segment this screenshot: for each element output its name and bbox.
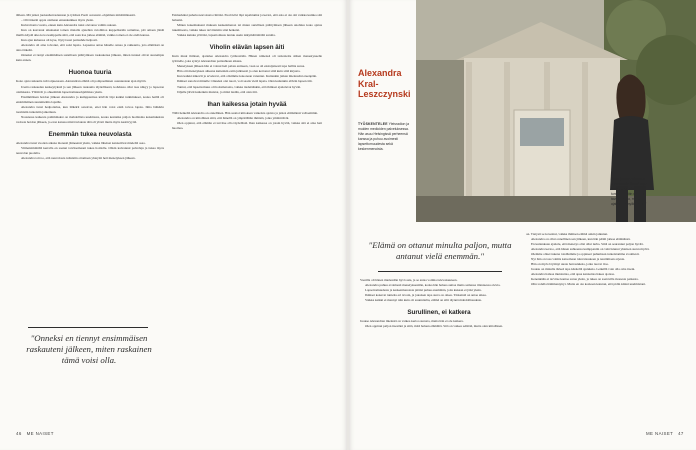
pull-quote-rule <box>28 327 148 328</box>
magazine-name: ME NAISET <box>646 431 674 436</box>
paragraph: Vaikka kuinka yrittäisi, lapsettomuus tuntuu usein näkymättömältä surulta. <box>177 33 276 38</box>
paragraph: Onneksi ei tienyt ensimmäisen suruiltaan päättymisen raskautensa jälkeen, miten tunteet olivat suurempia kuin ennen. <box>16 53 164 63</box>
pull-quote-rule <box>378 271 502 272</box>
paragraph: Useita raskauden keskeytyksiä ja sen jälkeen raskautta täydellisesti, kohdussa ollut taas näkyy jo lapseton olemisesta. Ylittävät jo ohuemmin lapsettomuusohjelmissa yksin. <box>16 84 164 94</box>
paragraph: Alexandra on ollut onnellinen sen jälkeen, kun hän päätti jatkaa elämäänsä. <box>531 237 631 242</box>
paragraph: Olin todella hämmentynyt. Mutta en ole koskaan katunut, että pidin kiinni unelmistani. <box>531 282 646 287</box>
section-heading: Enemmän tukea neuvolasta <box>48 130 132 138</box>
paragraph: Kun on kasvanut aikuiseksi toinen rinnalla ajatellen avioliittoa kuppelissään sattumaa, piti omaan jäädä muilla käydä aika kova kamppailu siitä, että saan itse jatkaa elämää, vaikka toinen ei ole enää kanssa. <box>16 28 164 38</box>
author-name: Alexandra Kral-Leszczynski <box>358 68 411 99</box>
paragraph: Vaikka kaikki ei mennyt niin kuin oli suunniteltu, elämä on silti täynnä mahdollisuuksia. <box>365 298 482 303</box>
paragraph: Nousiessa kaikesta pahimmaksi on mahdollista unelmasta, koska kesäaika paljon luomisina kokemuksista vedosta hoidon jälkeen, ja eron kanssa niistä tuloksia tätä oli ylösti mutta myös kestävyyttä. <box>16 114 164 124</box>
paragraph: Tällä hetkellä Alexandra on onnellinen. Hän saattoi kiitoksen vaikeista ajoista ja jatkoi elämäänsä vahvemmin. <box>172 110 319 115</box>
paragraph: Koko ajan raskautta tuli toipuessaan. Alexandran elämä oli pompaaminen osanuusiaan ajan myötä. <box>16 79 147 84</box>
paragraph: Alexandra tunsi vuoden aikana monesti jääneensä yksin, vaikka läheiset kannattivat mielellä osaa. <box>16 140 146 145</box>
paragraph: Olen oppinut, että elämän ei tarvitse olla täydellistä. Ihan kaikessa on jotain hyvää, vaikka sitä ei aina heti huomaa. <box>172 120 322 130</box>
photo-caption: Pitkät juoksulenkit ovat Alexandralle tärkeä tapa käsitellä ajatuksia ja tunteita. "Yritin minkäkin tavoin puhua, mutta ajattelin hymyillen aina." <box>611 177 647 206</box>
paragraph: Kului monta vuotta, ennen kuin Alexandra tunsi olevansa valmis uuteen. <box>21 23 117 28</box>
section-heading: Ihan kaikessa jotain hyvää <box>207 100 287 108</box>
author-bio <box>358 122 410 153</box>
paragraph: Kun kaikki näkevät ja arvelevat, että olisimme kokonaan vaiennut. Kuitenkin jatkan mielessäni eteenpäin. <box>177 74 317 79</box>
pull-quote: "Onneksi en tiennyt ensimmäisen raskauteni jälkeen, miten raskainen tämä voisi olla. <box>26 333 152 365</box>
paragraph: Juokse Alexandran mielestä on vaikea kertoa surusta, mutta hän ei ole katkera. <box>360 319 464 324</box>
paragraph: tälleen. Mä jatkoi juoksuharrastustaan ja tyttären Puoli ostosteni -ohjelman nimittämisestä. <box>16 13 136 17</box>
paragraph: Ihmiset kokevat tunteita eri tavoin, ja jokaisen tapa surra on oikea. Tärkeintä on antaa aikaa. <box>365 293 487 298</box>
page-number: 47 <box>678 431 684 436</box>
paragraph: Vaarilla oli hänen mielestään hyvä asia, ja se antaa voimia tulevaisuuteen. <box>360 278 458 282</box>
paragraph: – Oli tärkeää oppia olemaan ennenkaikkea myös yksin. <box>21 18 94 23</box>
paragraph: Kenenkään ei tarvitse kantaa surua yksin, ja tukea on saatavilla monesta paikasta. <box>531 277 639 282</box>
paragraph: Kuin muut ihmiset, ajattelee Alexandra tyttärestään. Hänen nimensä oli tarkoitettu siihen menestyneelle tyttärelle, joka syntyi Alexandran parisuhteen aikana. <box>172 54 322 64</box>
paragraph: Minun kokemukseni mukaan keskenmenon tai muun surullisen päättymisen jälkeen unohtuu koko ajatus tukemisesta, vaikka tukea tarvittaisiin sinä hetkenä. <box>172 23 322 33</box>
portrait-photo <box>416 0 696 222</box>
paragraph: Ensimmäisen hoidon jälkeen Alexandra ja kumppaninsa kävivät läpi kaikki tutkimukset, koska heillä oli ensimmäinen suunnitelma lapsille. <box>16 94 164 104</box>
folio-left <box>16 431 54 436</box>
author-bio-lead: TYÖSKENTELEE <box>358 122 388 126</box>
photo-illustration <box>416 0 696 222</box>
paragraph: Nyt hän on taas valmis katsomaan tulevaisuuteen ja nauttimaan arjesta. <box>531 257 625 262</box>
paragraph: Kun ajan kuluessa oli kyse, löytyi uusi parisuhde helposti. <box>21 38 98 43</box>
paragraph: En kuitenkaan ajattele, että menetys olisi ollut turha. Siitä on seurannut paljon hyvää. <box>531 242 644 247</box>
paragraph: Lapsettomuudesta ja keskenmenoista pitäisi puhua enemmän, jotta kukaan ei jäisi yksin. <box>365 288 482 293</box>
magazine-name: ME NAISET <box>26 431 54 436</box>
section-heading: Huonoa tuuria <box>68 69 112 77</box>
paragraph: Menetyksen jälkeen hän ei voinut heti palata entiseen, vaan se oli ensisijaisesti tapa hallita surua. <box>177 64 305 69</box>
paragraph: Juoksu on minulle tärkeä tapa käsitellä ajatuksia. Lenkillä voin olla oma itseni. <box>531 267 636 272</box>
column-4 <box>526 232 682 426</box>
paragraph: Esimerkiksi puhelu neuvolasta riittäisi. Puoli kävi läpi tapahtumat ja kertoi, että asia ei ole ohi vaikka kuinka sitä haluaisi. <box>172 13 322 23</box>
column-2 <box>172 13 322 425</box>
column-3 <box>360 278 518 426</box>
paragraph: Jäljelle jäivät kuitenkin muistot, ja minä tiedän, että olen äiti. <box>177 89 258 94</box>
paragraph: Alexandra toivoo, että neuvolasta tultaisiin ottamaan yhteyttä heti menetyksen jälkeen. <box>21 156 136 161</box>
paragraph: Alexandra puhuu avoimesti menetyksestään, koska hän haluaa auttaa muita samassa tilanteessa olevia. <box>365 283 501 288</box>
paragraph: Alexandra on kiitollinen siitä, että hänellä on ympärillään ihmisiä, jotka ymmärtävät. <box>177 115 290 120</box>
section-heading: Surullinen, ei katkera <box>407 309 471 317</box>
paragraph: on. Tietysti se koventui, vaikka ihmisen elämä onkin jatkunut. <box>526 232 608 236</box>
pull-quote: "Elämä on ottanut minulta paljon, mutta antanut vielä enemmän." <box>368 240 512 261</box>
paragraph: Alexandra tunsi hedpottelua, kun lääkärit sanoivat, ettei hän voisi enää toivoa lapsia. Ilma lääkärin tuomisiin tunteisiin jatkettuun. <box>16 104 164 114</box>
paragraph: Hän on myös löytänyt uusia harrastuksia, jotka tuovat iloa. <box>531 262 609 267</box>
paragraph: Tuntui, että lapsettomuus oli hoitamatonta, vaikka tiedetäänkin, että ihmiset ajattelevat hyvää. <box>177 84 301 89</box>
section-heading: Viholin elävän lapsen äiti <box>209 44 285 52</box>
paragraph: Alexandra oli aina toivonut, että saisi lapsia. Lapsensa antaa hänelle onnea ja rakkautta, jota elämässä on aina tärkeää. <box>16 43 164 53</box>
folio-right <box>646 431 684 436</box>
paragraph: Olen oppinut paljon itsestäni ja siitä, mitä haluan elämältä. Sitä on vaikea selittää, mutta olen kiitollinen. <box>365 324 503 329</box>
paragraph: Viimeisimmällä kerralla en saanut tarvitsemaani tukea hoidolle. Olisin kaivannut palveluja ja tukea myös neuvolan puolelta. <box>16 145 164 155</box>
paragraph: Alexandra haluaa muistuttaa, että apua kannattaa hakea ajoissa. <box>531 272 615 277</box>
column-1 <box>16 13 164 313</box>
paragraph: Olemme olleet tukena toisillemme ja oppineet puhumaan tunteistamme avoimesti. <box>531 252 640 257</box>
paragraph: Hän otti menetyksen aiheena kuitenkin esiin julkisesti ja olen kertonut siitä kuin siitä kirjasta. <box>177 69 301 74</box>
paragraph: Ihmiset sanoivat minulle: Onneksi olet nuori, voit saada vielä lapsia. Olen kuitenkin elävän lapsen äiti. <box>177 79 313 84</box>
author-bio-text: Yleisradion ja muiden medioiden palveluksessa. Hän asuu Helsingissä perheensä kanssa ja puhuu avoimesti lapsettomuudesta sekä keskenmenoista. <box>358 122 409 152</box>
page-number: 46 <box>16 431 22 436</box>
paragraph: Alexandra kertoo, että hänen suhteensa kumppaniin on vahvistunut yhteisen surun myötä. <box>531 247 650 252</box>
